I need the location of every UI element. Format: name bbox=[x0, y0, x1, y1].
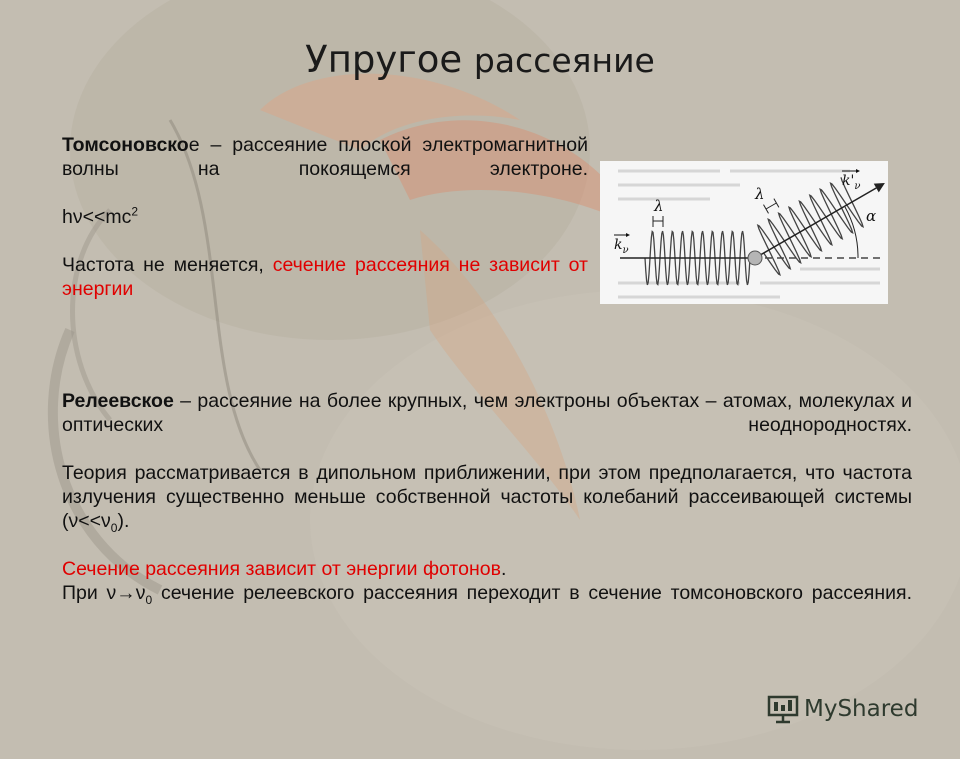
condition-base: hν<<mc bbox=[62, 206, 132, 228]
electron bbox=[748, 251, 762, 265]
presentation-board-icon bbox=[766, 694, 800, 724]
watermark-logo bbox=[766, 694, 918, 724]
thomson-frequency-note bbox=[62, 253, 588, 301]
kv-out-label: $k'_\nu$ bbox=[842, 173, 861, 192]
thomson-section bbox=[62, 133, 588, 301]
rayleigh-term-rest: – рассеяние на более крупных, чем электроны объектах – атомах, молекулах и оптических неоднородностях. bbox=[62, 390, 912, 436]
lambda-right-label: λ bbox=[755, 185, 765, 203]
watermark-text: MyShared bbox=[804, 696, 919, 722]
rayleigh-theory bbox=[62, 461, 912, 533]
limit-start: При ν→ν bbox=[62, 582, 146, 604]
alpha-label: α bbox=[866, 207, 877, 225]
theory-sub: 0 bbox=[110, 520, 118, 535]
lambda-left-label: λ bbox=[654, 197, 664, 215]
page-title bbox=[0, 38, 960, 81]
energy-note-end: . bbox=[500, 558, 507, 580]
energy-note-red: Сечение рассеяния зависит от энергии фотонов bbox=[62, 558, 501, 580]
title-rest: рассеяние bbox=[473, 41, 655, 80]
limit-rest: сечение релеевского рассеяния переходит в сечение томсоновского рассеяния. bbox=[152, 582, 913, 604]
thomson-definition bbox=[62, 133, 588, 181]
theory-text: Теория рассматривается в дипольном приближении, при этом предполагается, что частота излучения существенно меньше собственной частоты колебаний рассеивающей системы (ν<<ν bbox=[62, 462, 912, 532]
scattering-figure bbox=[600, 161, 888, 304]
title-main: Упругое bbox=[305, 38, 463, 81]
condition-sup: 2 bbox=[131, 204, 139, 219]
frequency-note-black: Частота не меняется, bbox=[62, 254, 273, 276]
kv-in-label: $k_\nu$ bbox=[614, 237, 629, 256]
rayleigh-energy-note bbox=[62, 557, 912, 581]
rayleigh-term: Релеевское bbox=[62, 390, 174, 412]
thomson-term-rest: е – рассеяние плоской электромагнитной волны на покоящемся электроне. bbox=[62, 134, 588, 180]
thomson-term: Томсоновско bbox=[62, 134, 189, 156]
rayleigh-definition bbox=[62, 389, 912, 437]
rayleigh-limit bbox=[62, 581, 912, 605]
frequency-note-red: сечение рассеяния не зависит от энергии bbox=[62, 254, 588, 300]
limit-sub: 0 bbox=[145, 592, 153, 607]
theory-end: ). bbox=[117, 510, 130, 532]
rayleigh-section bbox=[62, 389, 912, 605]
thomson-condition bbox=[62, 205, 588, 229]
